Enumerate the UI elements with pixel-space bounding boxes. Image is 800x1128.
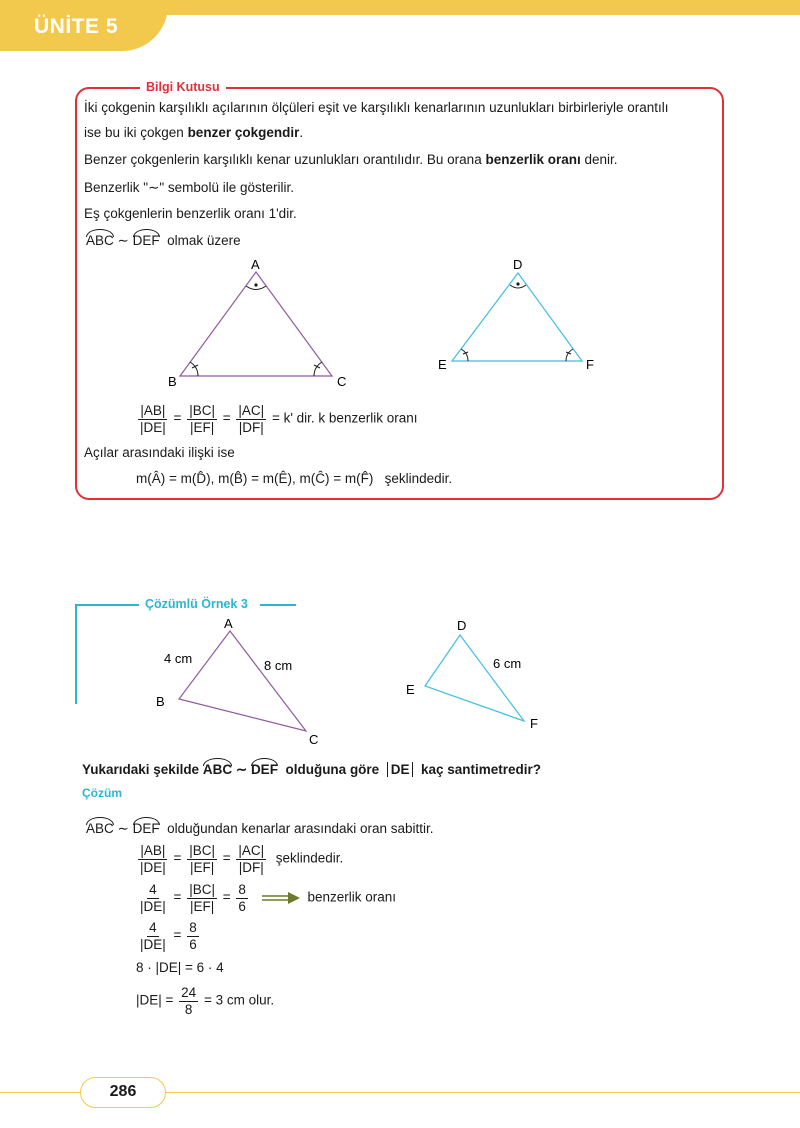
solution-step-3: [136, 920, 201, 952]
example-triangle-abc-figure: [150, 612, 340, 752]
s5-pre: |DE| =: [136, 992, 174, 1008]
triangle-def-figure: [430, 256, 605, 376]
unit-label: ÜNİTE 5: [34, 15, 119, 38]
angle-f-arc: [566, 349, 573, 361]
question-arc-abc: ABC: [202, 762, 233, 777]
arrow-right-icon: [262, 892, 300, 904]
similarity-post: olmak üzere: [167, 233, 241, 248]
example-label-f: F: [530, 716, 538, 731]
example-rule-left: [75, 604, 139, 606]
frac-ac-df: $\frac{|AC|}{|DF|}$: [238, 403, 265, 435]
s2-eq-1: =: [173, 889, 182, 905]
question-mid: olduğuna göre: [285, 762, 380, 777]
frac-ab-de: $\frac{|AB|}{|DE|}$: [140, 403, 166, 435]
eq-1: =: [173, 410, 182, 426]
info-box-title: Bilgi Kutusu: [140, 80, 226, 94]
angles-formula: m(Â) = m(D̂), m(B̂) = m(Ê), m(Ĉ) = m(F̂): [136, 471, 374, 486]
label-c: C: [337, 374, 347, 389]
angle-c-tick: [314, 365, 320, 368]
example-label-c: C: [309, 732, 319, 747]
angle-d-dot: [516, 282, 519, 285]
example-label-e: E: [406, 682, 415, 697]
s3-frac-4-de: $\frac{4}{|DE|}$: [140, 920, 166, 952]
example-side-df: 6 cm: [493, 656, 522, 671]
s1-eq-1: =: [173, 850, 182, 866]
ratio-tail: = k' dir. k benzerlik oranı: [271, 410, 418, 426]
angles-post: şeklindedir.: [384, 471, 453, 486]
s3-frac-8-6: $\frac{8}{6}$: [189, 920, 197, 952]
question-segment-de: DE: [387, 762, 414, 777]
angles-relation: [136, 471, 452, 487]
question-post: kaç santimetredir?: [421, 762, 542, 777]
s2-note: benzerlik oranı: [307, 889, 397, 905]
arc-abc: ABC: [86, 233, 114, 248]
info-line-2: [84, 152, 618, 168]
label-b: B: [168, 374, 177, 389]
example-title: Çözümlü Örnek 3: [145, 597, 248, 611]
info-line-2-text: Benzer çokgenlerin karşılıklı kenar uzunlukları orantılıdır. Bu orana: [84, 152, 486, 167]
s1-frac-ac-df: $\frac{|AC|}{|DF|}$: [238, 843, 265, 875]
s2-frac-bc-ef: $\frac{|BC|}{|EF|}$: [189, 882, 215, 914]
info-line-4: Eş çokgenlerin benzerlik oranı 1'dir.: [84, 206, 297, 221]
example-triangle-abc: [179, 631, 306, 731]
s2-frac-4-de: $\frac{4}{|DE|}$: [140, 882, 166, 914]
angle-e-arc: [461, 349, 468, 361]
solution-arc-abc: ABC: [86, 821, 114, 836]
s5-post: = 3 cm olur.: [203, 992, 275, 1008]
similarity-statement: [86, 233, 241, 249]
solution-intro-text: olduğundan kenarlar arasındaki oran sabittir.: [167, 821, 434, 836]
solution-step-4: 8 · |DE| = 6 · 4: [136, 960, 224, 975]
s1-eq-2: =: [222, 850, 231, 866]
solution-step-5: [136, 985, 274, 1017]
info-line-1b-end: .: [299, 125, 304, 140]
label-f: F: [586, 357, 594, 372]
example-side-ab: 4 cm: [164, 651, 193, 666]
page-number: 286: [80, 1077, 166, 1108]
example-question: [82, 762, 541, 778]
example-triangle-def-figure: [400, 615, 560, 735]
info-line-2-bold: benzerlik oranı: [485, 152, 581, 167]
triangle-abc-figure: [160, 255, 360, 395]
info-line-1b-text: ise bu iki çokgen: [84, 125, 188, 140]
info-line-3: Benzerlik "∼" sembolü ile gösterilir.: [84, 180, 294, 195]
angles-intro: Açılar arasındaki ilişki ise: [84, 445, 235, 460]
angle-b-arc: [190, 362, 198, 376]
example-triangle-def: [425, 635, 524, 721]
example-side-ac: 8 cm: [264, 658, 293, 673]
ratio-formula: [136, 403, 417, 435]
angle-b-tick: [192, 365, 198, 368]
solution-step-2: [136, 882, 396, 914]
question-pre: Yukarıdaki şekilde: [82, 762, 200, 777]
example-rule-vertical: [75, 604, 77, 704]
solution-label: Çözüm: [82, 786, 122, 800]
example-label-a: A: [224, 616, 233, 631]
question-arc-def: DEF: [250, 762, 278, 777]
example-label-b: B: [156, 694, 165, 709]
example-rule-right: [260, 604, 296, 606]
triangle-abc: [180, 272, 332, 376]
frac-bc-ef: $\frac{|BC|}{|EF|}$: [189, 403, 215, 435]
unit-tab: [0, 0, 168, 51]
s5-frac-24-8: $\frac{24}{8}$: [181, 985, 197, 1017]
info-line-1a: İki çokgenin karşılıklı açılarının ölçüleri eşit ve karşılıklı kenarlarının uzunlukları birbirleriyle orantılı: [84, 100, 669, 115]
eq-2: =: [222, 410, 231, 426]
triangle-def: [452, 273, 582, 361]
label-d: D: [513, 257, 523, 272]
example-label-d: D: [457, 618, 467, 633]
label-a: A: [251, 257, 260, 272]
s2-eq-2: =: [222, 889, 231, 905]
arc-def: DEF: [132, 233, 160, 248]
info-line-1b-bold: benzer çokgendir: [187, 125, 300, 140]
solution-intro: [86, 821, 434, 837]
solution-step-1: [136, 843, 343, 875]
info-line-1b: [84, 125, 303, 141]
info-line-2-end: denir.: [580, 152, 618, 167]
solution-similar-symbol: ∼: [117, 821, 129, 836]
question-similar-symbol: ∼: [235, 762, 248, 777]
solution-arc-def: DEF: [132, 821, 160, 836]
angle-a-dot: [254, 283, 257, 286]
s1-tail: şeklindedir.: [275, 850, 344, 866]
s2-frac-8-6: $\frac{8}{6}$: [238, 882, 246, 914]
angle-c-arc: [314, 362, 322, 376]
s1-frac-bc-ef: $\frac{|BC|}{|EF|}$: [189, 843, 215, 875]
s1-frac-ab-de: $\frac{|AB|}{|DE|}$: [140, 843, 166, 875]
similar-symbol: ∼: [117, 233, 129, 248]
label-e: E: [438, 357, 447, 372]
s3-eq: =: [173, 927, 182, 943]
